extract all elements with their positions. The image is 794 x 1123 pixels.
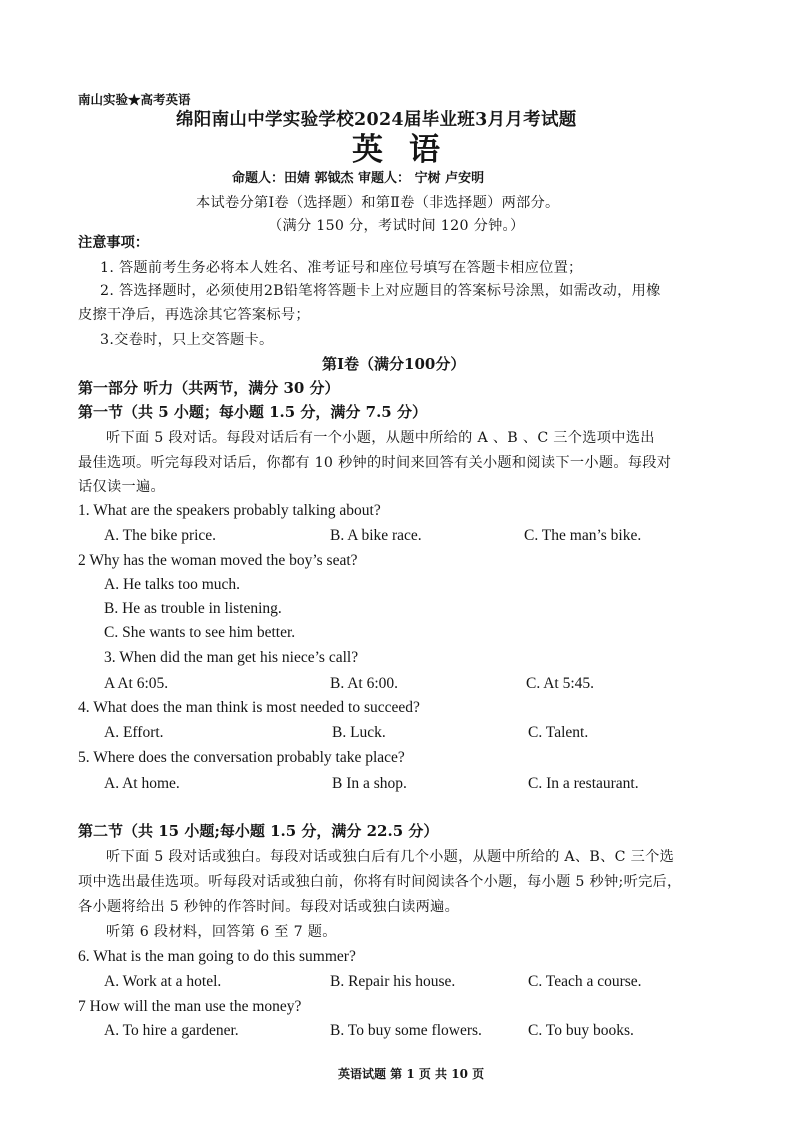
question-7-stem: 7 How will the man use the money? bbox=[78, 998, 302, 1015]
question-1-option-a: A. The bike price. bbox=[104, 527, 217, 544]
question-3-option-a: A At 6:05. bbox=[104, 675, 169, 692]
volume-1-heading: 第Ⅰ卷（满分100分） bbox=[322, 355, 466, 373]
section-2-instruction-line-2: 项中选出最佳选项。听每段对话或独白前，你将有时间阅读各个小题，每小题 5 秒钟;听完后， bbox=[78, 874, 682, 890]
question-1-option-c: C. The man’s bike. bbox=[524, 527, 642, 544]
question-6-option-a: A. Work at a hotel. bbox=[104, 973, 222, 990]
question-7-option-a: A. To hire a gardener. bbox=[104, 1022, 239, 1039]
section-1-instruction-line-1: 听下面 5 段对话。每段对话后有一个小题，从题中所给的 A 、B 、C 三个选项中选出 bbox=[106, 430, 655, 446]
exam-title: 绵阳南山中学实验学校2024届毕业班3月月考试题 bbox=[176, 110, 577, 130]
question-6-option-b: B. Repair his house. bbox=[330, 973, 456, 990]
question-4-option-c: C. Talent. bbox=[528, 724, 589, 741]
school-tag: 南山实验★高考英语 bbox=[78, 92, 191, 107]
question-5-option-c: C. In a restaurant. bbox=[528, 775, 639, 792]
subject-title: 英语 bbox=[352, 132, 466, 168]
section-1-instruction-line-2: 最佳选项。听完每段对话后，你都有 10 秒钟的时间来回答有关小题和阅读下一小题。每段对 bbox=[78, 455, 672, 471]
notice-item-2-line-1: 2. 答选择题时，必须使用2B铅笔将答题卡上对应题目的答案标号涂黑，如需改动，用橡 bbox=[100, 283, 661, 299]
question-2-stem: 2 Why has the woman moved the boy’s seat? bbox=[78, 552, 358, 569]
question-6-stem: 6. What is the man going to do this summer? bbox=[78, 948, 356, 965]
question-2-option-a: A. He talks too much. bbox=[104, 576, 241, 593]
question-7-option-b: B. To buy some flowers. bbox=[330, 1022, 482, 1039]
material-6-note: 听第 6 段材料，回答第 6 至 7 题。 bbox=[106, 924, 337, 940]
section-2-instruction-line-3: 各小题将给出 5 秒钟的作答时间。每段对话或独白读两遍。 bbox=[78, 899, 460, 915]
question-4-option-b: B. Luck. bbox=[332, 724, 386, 741]
question-2-option-b: B. He as trouble in listening. bbox=[104, 600, 282, 617]
question-3-option-c: C. At 5:45. bbox=[526, 675, 595, 692]
question-3-stem: 3. When did the man get his niece’s call? bbox=[104, 649, 359, 666]
question-5-stem: 5. Where does the conversation probably take place? bbox=[78, 749, 405, 766]
score-time-note: （满分 150 分，考试时间 120 分钟。） bbox=[268, 218, 525, 234]
question-3-option-b: B. At 6:00. bbox=[330, 675, 399, 692]
section-1-instruction-line-3: 话仅读一遍。 bbox=[78, 479, 165, 495]
question-5-option-b: B In a shop. bbox=[332, 775, 407, 792]
page-footer: 英语试题 第 1 页 共 10 页 bbox=[338, 1067, 485, 1081]
question-1-stem: 1. What are the speakers probably talking about? bbox=[78, 502, 381, 519]
question-5-option-a: A. At home. bbox=[104, 775, 180, 792]
question-4-stem: 4. What does the man think is most needed to succeed? bbox=[78, 699, 420, 716]
notice-heading: 注意事项： bbox=[78, 235, 149, 251]
question-4-option-a: A. Effort. bbox=[104, 724, 164, 741]
question-6-option-c: C. Teach a course. bbox=[528, 973, 642, 990]
notice-item-2-line-2: 皮擦干净后，再选涂其它答案标号； bbox=[78, 307, 310, 323]
section-1-heading: 第一节（共 5 小题；每小题 1.5 分，满分 7.5 分） bbox=[78, 403, 427, 421]
structure-note: 本试卷分第Ⅰ卷（选择题）和第Ⅱ卷（非选择题）两部分。 bbox=[196, 195, 560, 211]
authors-line: 命题人：田婧 郭钺杰 审题人： 宁树 卢安明 bbox=[232, 171, 485, 186]
notice-item-3: 3.交卷时，只上交答题卡。 bbox=[100, 332, 274, 348]
section-2-instruction-line-1: 听下面 5 段对话或独白。每段对话或独白后有几个小题，从题中所给的 A、B、C 三个选 bbox=[106, 849, 675, 865]
question-1-option-b: B. A bike race. bbox=[330, 527, 422, 544]
section-2-heading: 第二节（共 15 小题;每小题 1.5 分，满分 22.5 分） bbox=[78, 822, 439, 840]
part-1-heading: 第一部分 听力（共两节，满分 30 分） bbox=[78, 379, 340, 397]
question-7-option-c: C. To buy books. bbox=[528, 1022, 634, 1039]
question-2-option-c: C. She wants to see him better. bbox=[104, 624, 296, 641]
notice-item-1: 1. 答题前考生务必将本人姓名、准考证号和座位号填写在答题卡相应位置； bbox=[100, 260, 583, 276]
